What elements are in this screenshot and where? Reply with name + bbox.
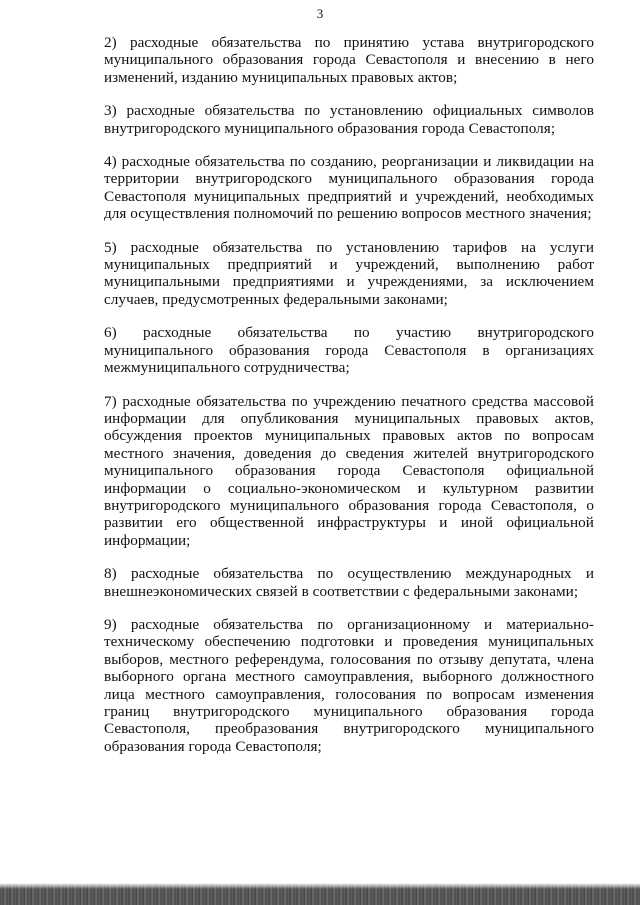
paragraph-item-8: 8) расходные обязательства по осуществлению международных и внешнеэкономических связей в соответствии с федеральными законами;	[104, 565, 594, 600]
document-body	[104, 34, 594, 771]
paragraph-item-6: 6) расходные обязательства по участию внутригородского муниципального образования города Севастополя в организациях межмуниципального сотрудничества;	[104, 324, 594, 377]
scan-bottom-edge	[0, 883, 640, 905]
paragraph-item-4: 4) расходные обязательства по созданию, реорганизации и ликвидации на территории внутригородского муниципального образования города Севастополя муниципальных предприятий и учреждений, необходимых для осуществления полномочий по решению вопросов местного значения;	[104, 153, 594, 223]
paragraph-item-5: 5) расходные обязательства по установлению тарифов на услуги муниципальных предприятий и учреждений, выполнению работ муниципальными предприятиями и учреждениями, за исключением случаев, предусмотренных федеральными законами;	[104, 238, 594, 308]
paragraph-item-9: 9) расходные обязательства по организационному и материально-техническому обеспечению подготовки и проведения муниципальных выборов, местного референдума, голосования по отзыву депутата, члена выборного органа местного самоуправления, выборного должностного лица местного самоуправления, голосования по вопросам изменения границ внутригородского муниципального образования города Севастополя, преобразования внутригородского муниципального образования города Севастополя;	[104, 615, 594, 755]
paragraph-item-2: 2) расходные обязательства по принятию устава внутригородского муниципального образования города Севастополя и внесению в него изменений, изданию муниципальных правовых актов;	[104, 34, 594, 86]
paragraph-item-7: 7) расходные обязательства по учреждению печатного средства массовой информации для опубликования муниципальных правовых актов, обсуждения проектов муниципальных правовых актов по вопросам местного значения, доведения до сведения жителей внутригородского муниципального образования города Севастополя официальной информации о социально-экономическом и культурном развитии внутригородского муниципального образования города Севастополя, о развитии его общественной инфраструктуры и иной официальной информации;	[104, 392, 594, 549]
paragraph-item-3: 3) расходные обязательства по установлению официальных символов внутригородского муниципального образования города Севастополя;	[104, 102, 594, 137]
page-number: 3	[316, 6, 324, 21]
